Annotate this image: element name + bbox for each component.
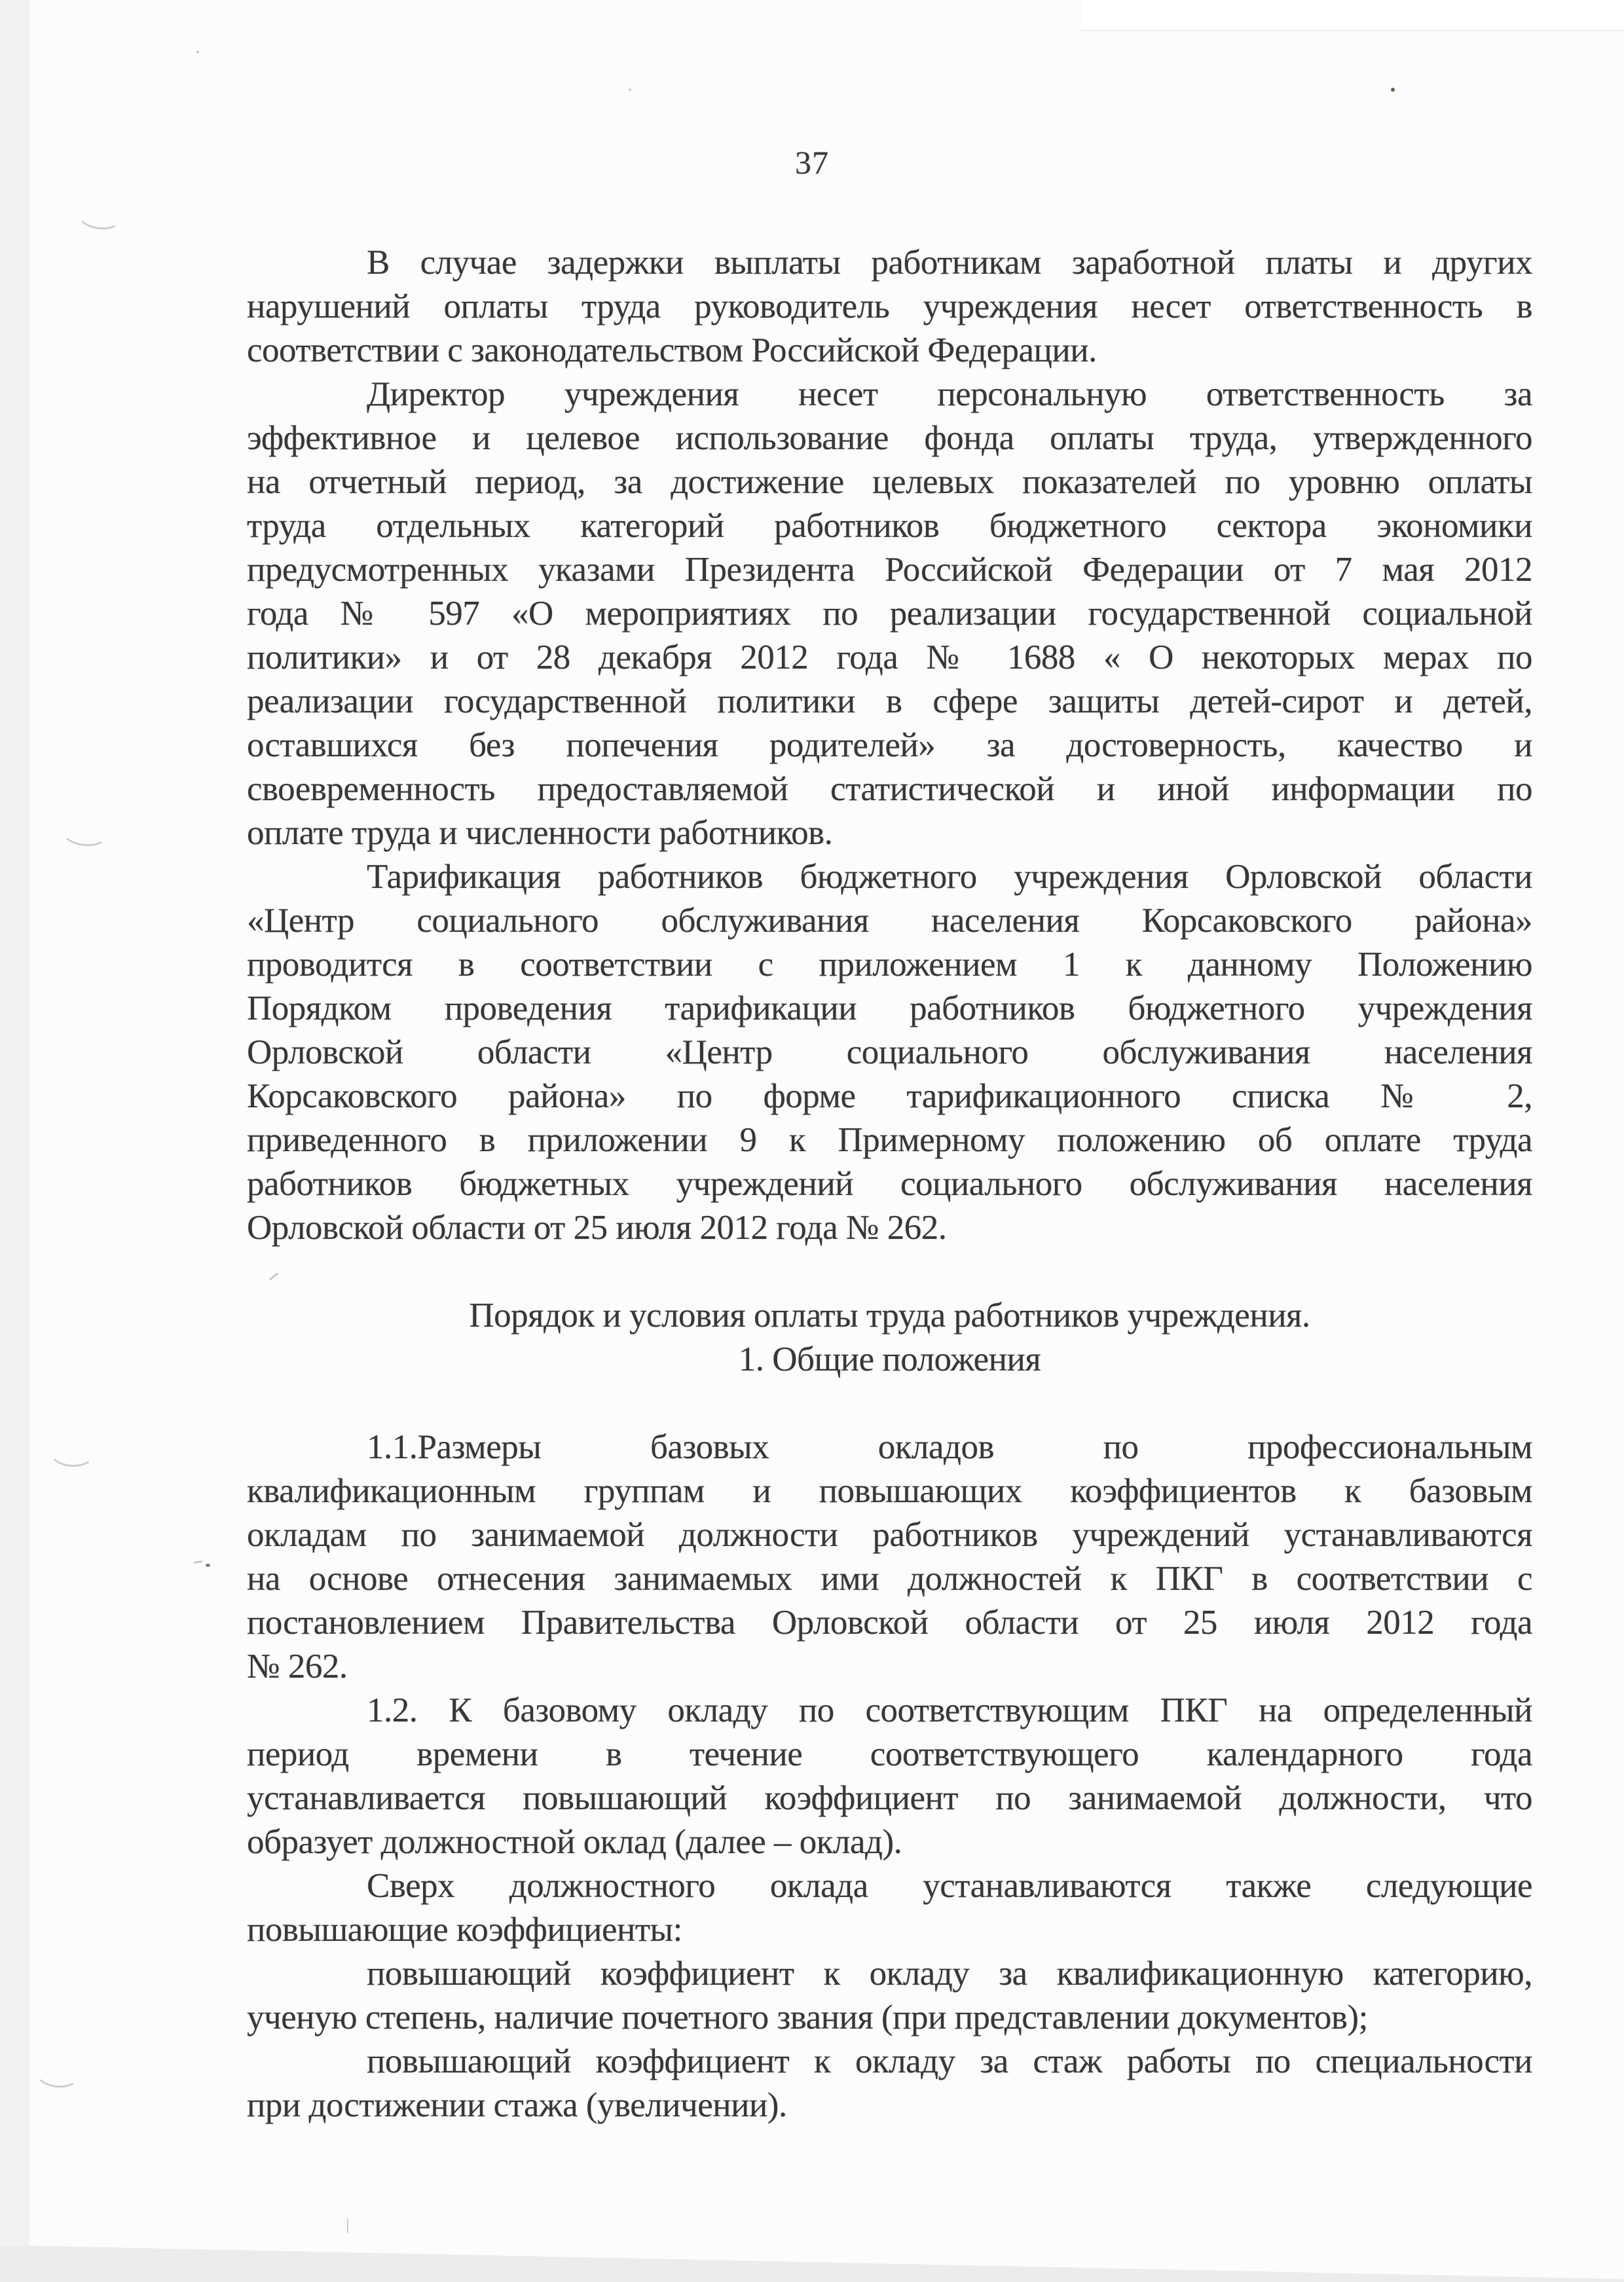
scan-speck — [206, 1564, 210, 1567]
text-line: «Центр социального обслуживания населения Корсаковского района» — [247, 902, 1532, 940]
text-line: реализации государственной политики в сфере защиты детей-сирот и детей, — [247, 682, 1532, 720]
text-line: 1.2. К базовому окладу по соответствующим ПКГ на определенный — [367, 1691, 1532, 1729]
text-line: приведенного в приложении 9 к Примерному положению об оплате труда — [247, 1121, 1532, 1159]
scan-speck — [629, 88, 631, 91]
text-line: постановлением Правительства Орловской области от 25 июля 2012 года — [247, 1604, 1532, 1642]
text-line: квалификационным группам и повышающих коэффициентов к базовым — [247, 1472, 1532, 1510]
text-line: при достижении стажа (увеличении). — [247, 2086, 787, 2124]
scan-speck — [347, 2218, 348, 2233]
text-line: № 262. — [247, 1647, 348, 1685]
text-line: Орловской области «Центр социального обслуживания населения — [247, 1033, 1532, 1071]
dash-mark — [194, 1560, 202, 1564]
text-line: период времени в течение соответствующего календарного года — [247, 1735, 1532, 1773]
text-line: политики» и от 28 декабря 2012 года № 1688 « О некоторых мерах по — [247, 638, 1532, 676]
scan-left-edge-shadow — [0, 0, 29, 2282]
text-line: Корсаковского района» по форме тарификационного списка № 2, — [247, 1077, 1532, 1115]
text-line: Тарификация работников бюджетного учреждения Орловской области — [367, 858, 1532, 896]
text-line: повышающие коэффициенты: — [247, 1911, 682, 1949]
pencil-arc-mark — [34, 2057, 81, 2090]
text-line: В случае задержки выплаты работникам заработной платы и других — [367, 244, 1532, 282]
text-line: труда отдельных категорий работников бюджетного сектора экономики — [247, 507, 1532, 545]
scan-top-edge — [1080, 0, 1624, 30]
text-line: проводится в соответствии с приложением 1 к данному Положению — [247, 946, 1532, 984]
text-line: повышающий коэффициент к окладу за стаж работы по специальности — [367, 2042, 1532, 2080]
text-line: года № 597 «О мероприятиях по реализации государственной социальной — [247, 595, 1532, 633]
text-line: повышающий коэффициент к окладу за квалификационную категорию, — [367, 1955, 1532, 1993]
text-line: Сверх должностного оклада устанавливаются также следующие — [367, 1867, 1532, 1905]
text-line: 1.1.Размеры базовых окладов по профессиональным — [367, 1428, 1532, 1466]
text-line: нарушений оплаты труда руководитель учреждения несет ответственность в — [247, 287, 1532, 325]
pencil-arc-mark — [61, 817, 109, 848]
text-line: образует должностной оклад (далее – оклад). — [247, 1823, 902, 1861]
scan-bottom-edge-shadow — [0, 2245, 1624, 2282]
text-line: Директор учреждения несет персональную ответственность за — [367, 375, 1532, 413]
text-line: устанавливается повышающий коэффициент по занимаемой должности, что — [247, 1779, 1532, 1817]
text-line: ученую степень, наличие почетного звания (при представлении документов); — [247, 1998, 1368, 2036]
text-line: своевременность предоставляемой статистической и иной информации по — [247, 770, 1532, 808]
page-number: 37 — [795, 144, 829, 181]
scan-speck — [1391, 88, 1395, 92]
text-line: на основе отнесения занимаемых ими должностей к ПКГ в соответствии с — [247, 1560, 1532, 1598]
blank-line — [247, 1250, 1532, 1294]
text-line: Порядком проведения тарификации работников бюджетного учреждения — [247, 989, 1532, 1027]
text-line: соответствии с законодательством Российской Федерации. — [247, 331, 1097, 369]
text-line: оплате труда и численности работников. — [247, 814, 833, 852]
text-line: Орловской области от 25 июля 2012 года № 262. — [247, 1209, 947, 1247]
text-line: эффективное и целевое использование фонда оплаты труда, утвержденного — [247, 419, 1532, 457]
document-body — [247, 241, 1532, 2127]
text-line: оставшихся без попечения родителей» за достоверность, качество и — [247, 726, 1532, 764]
heading-line: Порядок и условия оплаты труда работников учреждения. — [469, 1297, 1310, 1334]
pencil-arc-mark — [47, 1434, 96, 1469]
text-line: окладам по занимаемой должности работников учреждений устанавливаются — [247, 1516, 1532, 1554]
heading-line: 1. Общие положения — [738, 1340, 1041, 1378]
pencil-arc-mark — [76, 200, 124, 232]
blank-line — [247, 1382, 1532, 1426]
scan-speck — [196, 51, 199, 53]
text-line: на отчетный период, за достижение целевых показателей по уровню оплаты — [247, 463, 1532, 501]
text-line: работников бюджетных учреждений социального обслуживания населения — [247, 1165, 1532, 1203]
text-line: предусмотренных указами Президента Российской Федерации от 7 мая 2012 — [247, 551, 1532, 589]
